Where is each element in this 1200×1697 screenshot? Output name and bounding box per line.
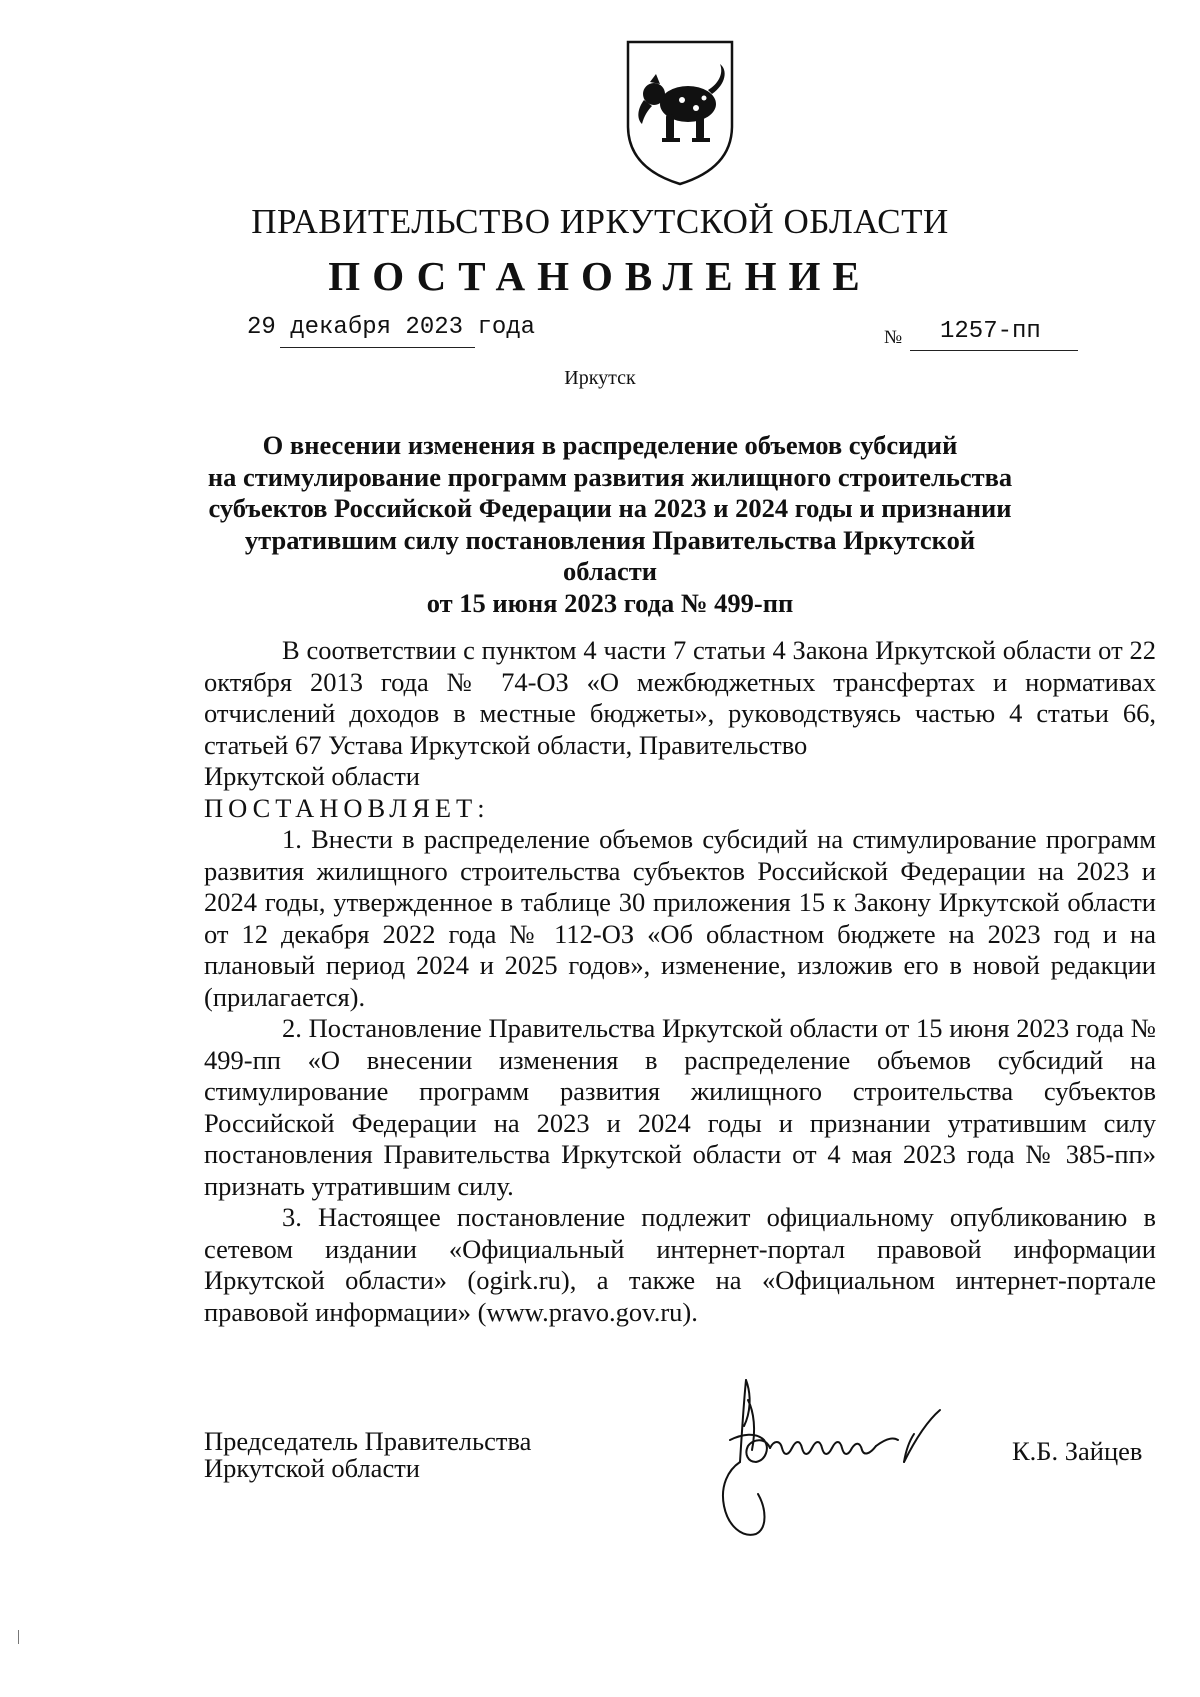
clause-1: 1. Внести в распределение объемов субсидий на стимулирование программ развития жилищного строительства субъектов Российской Федерации на 2023 и 2024 годы, утвержденное в таблице 30 приложения 15 к Закону Иркутской области от 12 декабря 2022 года № 112-ОЗ «Об областном бюджете на 2023 год и на плановый период 2024 и 2025 годов», изменение, изложив его в новой редакции (прилагается). xyxy=(204,824,1156,1012)
coat-of-arms-icon xyxy=(622,38,738,188)
heading-line: О внесении изменения в распределение объемов субсидий xyxy=(262,430,958,460)
date-underline xyxy=(280,347,475,348)
heading-line: субъектов Российской Федерации на 2023 и 2024 годы и признании xyxy=(208,493,1012,523)
document-number: 1257-пп xyxy=(940,318,1041,345)
resolves-heading: ПОСТАНОВЛЯЕТ: xyxy=(204,792,490,823)
city-name: Иркутск xyxy=(564,367,636,389)
heading-line: утратившим силу постановления Правительства Иркутской области xyxy=(244,524,976,586)
signer-position xyxy=(204,1428,531,1482)
document-type: ПОСТАНОВЛЕНИЕ xyxy=(328,253,872,299)
signer-position-line: Председатель Правительства xyxy=(204,1426,532,1456)
document-date: 29 декабря 2023 года xyxy=(247,314,536,341)
scan-edge-mark xyxy=(18,1630,19,1644)
signature-icon xyxy=(708,1370,973,1545)
heading-line: на стимулирование программ развития жилищного строительства xyxy=(207,461,1013,492)
clause-2: 2. Постановление Правительства Иркутской области от 15 июня 2023 года № 499-пп «О внесении изменения в распределение объемов субсидий на стимулирование программ развития жилищного строительства субъектов Российской Федерации на 2023 и 2024 годы и признании утратившим силу постановления Правительства Иркутской области от 4 мая 2023 года № 385-пп» признать утратившим силу. xyxy=(204,1013,1156,1201)
preamble-tail: Иркутской области xyxy=(204,761,420,791)
document-body xyxy=(204,635,1156,1328)
heading-line: от 15 июня 2023 года № 499-пп xyxy=(426,587,794,618)
government-name: ПРАВИТЕЛЬСТВО ИРКУТСКОЙ ОБЛАСТИ xyxy=(251,202,949,241)
number-label: № xyxy=(884,327,903,348)
number-underline xyxy=(910,350,1078,351)
signer-name: К.Б. Зайцев xyxy=(1012,1436,1143,1466)
preamble-paragraph: В соответствии с пунктом 4 части 7 статьи 4 Закона Иркутской области от 22 октября 2013 года № 74-ОЗ «О межбюджетных трансфертах и нормативах отчислений доходов в местные бюджеты», руководствуясь частью 4 статьи 66, статьей 67 Устава Иркутской области, Правительство xyxy=(204,635,1156,760)
signer-position-line: Иркутской области xyxy=(204,1453,420,1483)
clause-3: 3. Настоящее постановление подлежит официальному опубликованию в сетевом издании «Официальный интернет-портал правовой информации Иркутской области» (ogirk.ru), а также на «Официальном интернет-портале правовой информации» (www.pravo.gov.ru). xyxy=(204,1202,1156,1327)
document-heading xyxy=(200,430,1020,619)
